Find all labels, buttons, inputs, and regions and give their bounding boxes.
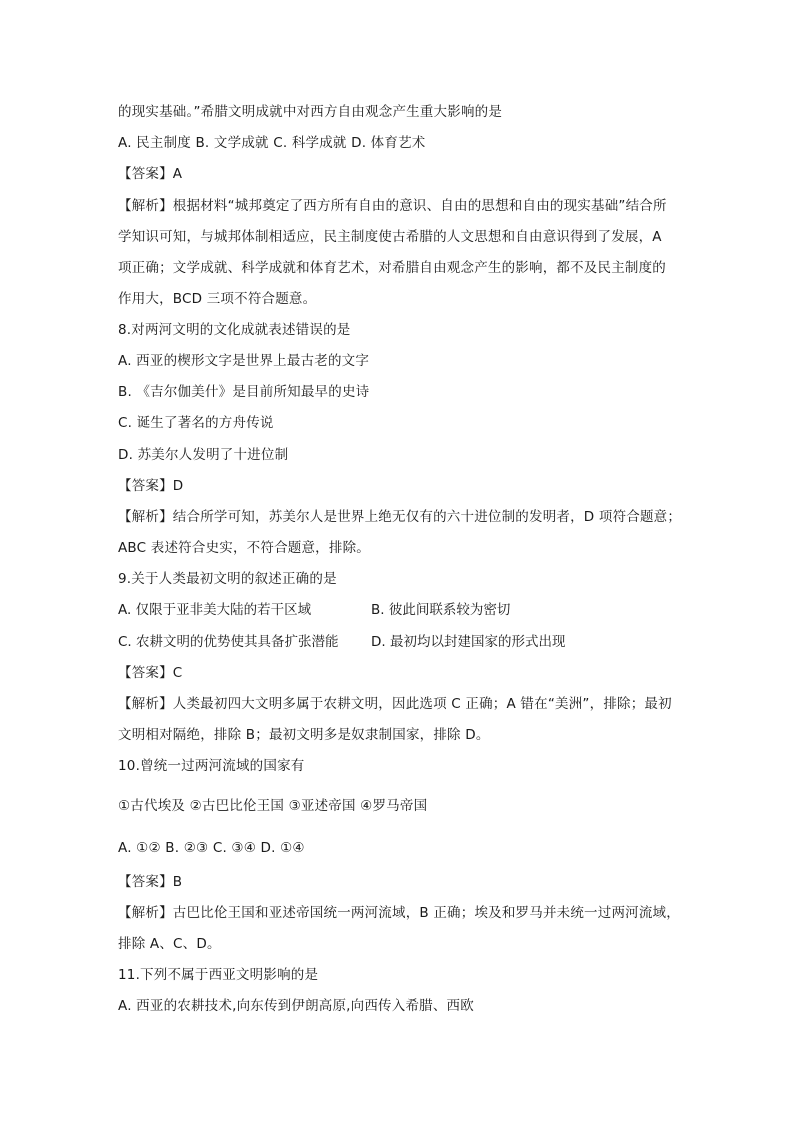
q8-stem: 8.对两河文明的文化成就表述错误的是: [118, 322, 351, 338]
q10-items: ①古代埃及 ②古巴比伦王国 ③亚述帝国 ④罗马帝国: [118, 798, 428, 814]
q8-option-b: B. 《吉尔伽美什》是目前所知最早的史诗: [118, 384, 370, 400]
q9-option-d: D. 最初均以封建国家的形式出现: [371, 634, 566, 650]
q8-explanation-line-1: 【解析】结合所学可知，苏美尔人是世界上绝无仅有的六十进位制的发明者，D 项符合题意；: [118, 509, 682, 525]
q10-options: A. ①② B. ②③ C. ③④ D. ①④: [118, 840, 305, 856]
q8-explanation-line-2: ABC 表述符合史实，不符合题意，排除。: [118, 540, 370, 556]
q10-answer: 【答案】B: [118, 874, 183, 890]
q7-explanation-line-3: 项正确；文学成就、科学成就和体育艺术，对希腊自由观念产生的影响，都不及民主制度的: [118, 260, 666, 276]
q7-answer: 【答案】A: [118, 166, 183, 182]
q11-stem: 11.下列不属于西亚文明影响的是: [118, 967, 319, 983]
q8-option-c: C. 诞生了著名的方舟传说: [118, 415, 274, 431]
q9-stem: 9.关于人类最初文明的叙述正确的是: [118, 571, 337, 587]
q9-option-b: B. 彼此间联系较为密切: [371, 602, 511, 618]
q9-option-a: A. 仅限于亚非美大陆的若干区域: [118, 602, 312, 618]
q11-option-a: A. 西亚的农耕技术,向东传到伊朗高原,向西传入希腊、西欧: [118, 998, 474, 1014]
q10-explanation-line-2: 排除 A、C、D。: [118, 936, 221, 952]
q8-option-d: D. 苏美尔人发明了十进位制: [118, 447, 289, 463]
q9-explanation-line-1: 【解析】人类最初四大文明多属于农耕文明，因此选项 C 正确；A 错在“美洲”，排除；最初: [118, 696, 672, 712]
q8-answer: 【答案】D: [118, 478, 184, 494]
q8-option-a: A. 西亚的楔形文字是世界上最古老的文字: [118, 353, 370, 369]
q9-answer: 【答案】C: [118, 665, 183, 681]
q10-explanation-line-1: 【解析】古巴比伦王国和亚述帝国统一两河流域，B 正确；埃及和罗马并未统一过两河流域，: [118, 905, 680, 921]
q9-option-c: C. 农耕文明的优势使其具备扩张潜能: [118, 634, 339, 650]
q10-stem: 10.曾统一过两河流域的国家有: [118, 758, 305, 774]
q7-stem-continuation: 的现实基础。”希腊文明成就中对西方自由观念产生重大影响的是: [118, 104, 503, 120]
q7-explanation-line-2: 学知识可知，与城邦体制相适应，民主制度使古希腊的人文思想和自由意识得到了发展，A: [118, 229, 662, 245]
q9-explanation-line-2: 文明相对隔绝，排除 B；最初文明多是奴隶制国家，排除 D。: [118, 727, 490, 743]
q7-explanation-line-1: 【解析】根据材料“城邦奠定了西方所有自由的意识、自由的思想和自由的现实基础”结合所: [118, 198, 667, 214]
q7-explanation-line-4: 作用大，BCD 三项不符合题意。: [118, 291, 317, 307]
q7-options: A. 民主制度 B. 文学成就 C. 科学成就 D. 体育艺术: [118, 135, 426, 151]
